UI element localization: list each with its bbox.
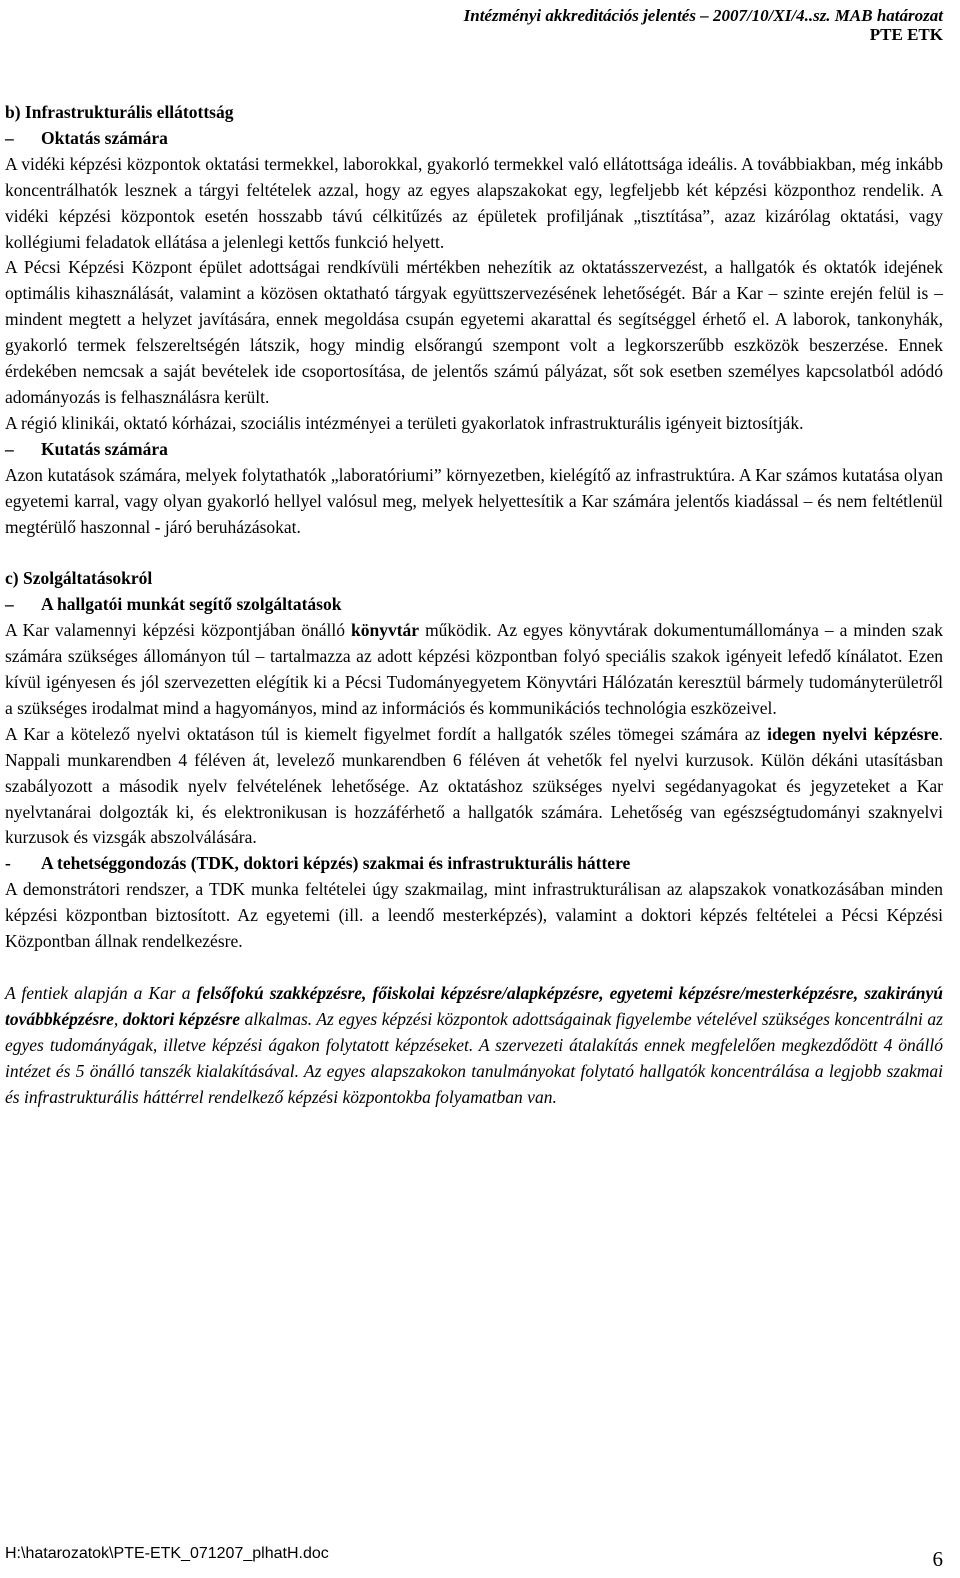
paragraph-tdk: A demonstrátori rendszer, a TDK munka feltételei úgy szakmailag, mint infrastrukturálisan az alapszakok vonatkozásában minden képzési központban biztosított. Az egyetemi (ill. a leendő mesterképzés), valamint a doktori képzés feltételei a Pécsi Képzési Központban állnak rendelkezésre.	[5, 879, 943, 952]
bold-term-kepzesek: felsőfokú szakképzésre, főiskolai képzésre/alapképzésre, egyetemi képzésre/mesterképzésre, szakirányú továbbképzésre	[5, 983, 944, 1029]
section-c-heading: c) Szolgáltatásokról	[5, 568, 153, 589]
dash-marker: –	[5, 438, 14, 459]
page-number: 6	[932, 1547, 943, 1571]
bold-term-doktori: doktori képzésre	[122, 1008, 241, 1029]
file-path: H:\hatarozatok\PTE-ETK_071207_plhatH.doc	[5, 1545, 329, 1562]
document-body	[5, 100, 943, 1111]
paragraph-konyvtar	[5, 618, 943, 722]
document-page	[5, 0, 943, 1578]
paragraph-summary	[5, 981, 943, 1111]
paragraph-oktatas-3: A régió klinikái, oktató kórházai, szociális intézményei a területi gyakorlatok infrastrukturális igényeit biztosítják.	[5, 412, 804, 433]
text-run: A Kar valamennyi képzési központjában önálló	[5, 620, 352, 641]
text-run: A Kar a kötelező nyelvi oktatáson túl is kiemelt figyelmet fordít a hallgatók széles tömegei számára az	[5, 723, 768, 744]
subheading-hallgatoi	[5, 592, 943, 618]
paragraph-nyelvi	[5, 722, 943, 852]
paragraph-oktatas-2: A Pécsi Képzési Központ épület adottságai rendkívüli mértékben nehezítik az oktatásszervezést, a hallgatók és oktatók idejének optimális kihasználását, valamint a közösen oktatható tárgyak együttszervezésének lehetőségét. Bár a Kar – szinte erején felül is – mindent megtett a helyzet javítására, ennek megoldása csupán egyetemi akarattal és segítséggel érhető el. A laborok, tankonyhák, gyakorló termek felszereltségén látszik, hogy mindig elsőrangú szempont volt a legkorszerűbb eszközök beszerzése. Ennek érdekében nemcsak a saját bevételek ide csoportosítása, de jelentős számú pályázat, sőt sok esetben személyes kapcsolatból adódó adományozás is felhasználásra került.	[5, 257, 943, 407]
text-run: ,	[113, 1008, 123, 1029]
subheading-kutatas-label: Kutatás számára	[41, 438, 168, 459]
header-title: Intézményi akkreditációs jelentés – 2007/10/XI/4..sz. MAB határozat	[463, 6, 943, 25]
subheading-hallgatoi-label: A hallgatói munkát segítő szolgáltatások	[41, 594, 342, 615]
dash-marker: –	[5, 594, 14, 615]
spacer	[5, 540, 943, 566]
subheading-kutatas	[5, 437, 943, 463]
paragraph-oktatas-1: A vidéki képzési központok oktatási termekkel, laborokkal, gyakorló termekkel való ellátottsága ideális. A továbbiakban, még inkább koncentrálhatók lesznek a tárgyi feltételek azzal, hogy az egyes alapszakokat egy, legfeljebb két képzési központhoz rendelik. A vidéki képzési központok esetén hosszabb távú célkitűzés az épületek profiljának „tisztítása”, azaz kizárólag oktatási, vagy kollégiumi feladatok ellátása a jelenlegi kettős funkció helyett.	[5, 153, 943, 252]
header-institution: PTE ETK	[869, 25, 943, 44]
bold-term-nyelvi: idegen nyelvi képzésre	[767, 723, 939, 744]
text-run: A fentiek alapján a Kar a	[5, 983, 197, 1003]
section-b-heading: b) Infrastrukturális ellátottság	[5, 102, 234, 122]
subheading-tdk-label: A tehetséggondozás (TDK, doktori képzés) szakmai és infrastrukturális háttere	[41, 853, 631, 874]
bold-term-konyvtar: könyvtár	[351, 620, 420, 641]
spacer	[5, 955, 943, 981]
dash-marker: –	[5, 127, 14, 148]
text-run: működik. Az egyes könyvtárak dokumentumállománya – a minden szak számára szükséges állományon túl – tartalmazza az adott képzési központban folyó speciális szakok igényeit lefedő kínálatot. Ezen kívül igényesen és jól szervezetten elégítik ki a Pécsi Tudományegyetem Könyvtári Hálózatán keresztül bármely tudományterületről a szükséges irodalmat mind a hagyományos, mind az információs és kommunikációs technológia eszközeivel.	[5, 620, 943, 718]
subheading-oktatas	[5, 126, 943, 152]
dash-marker: -	[5, 853, 11, 874]
subheading-oktatas-label: Oktatás számára	[41, 127, 168, 148]
paragraph-kutatas: Azon kutatások számára, melyek folytathatók „laboratóriumi” környezetben, kielégítő az infrastruktúra. A Kar számos kutatása olyan egyetemi karral, vagy olyan gyakorló hellyel valósul meg, melyek helyettesítik a Kar számára jelentős kiadással – és nem feltétlenül megtérülő haszonnal - járó beruházásokat.	[5, 464, 943, 537]
text-run: . Nappali munkarendben 4 féléven át, levelező munkarendben 6 féléven át vehetők fel nyelvi kurzusok. Külön dékáni utasításban szabályozott a második nyelv felvételének lehetősége. Az oktatáshoz szükséges nyelvi segédanyagokat és jegyzeteket a Kar nyelvtanárai dolgozták ki, és elektronikusan is hozzáférhető a hallgatók számára. Lehetőség van egészségtudományi szaknyelvi kurzusok és vizsgák abszolválására.	[5, 723, 943, 848]
subheading-tdk	[5, 851, 943, 877]
text-run: alkalmas. Az egyes képzési központok adottságainak figyelembe vételével szükséges koncentrálni az egyes tudományágak, illetve képzési ágakon folytatott képzéseket. A szervezeti átalakítás ennek megfelelően megkezdődött 4 önálló intézet és 5 önálló tanszék kialakításával. Az egyes alapszakokon tanulmányokat folytató hallgatók koncentrálása a legjobb szakmai és infrastrukturális háttérrel rendelkező képzési központokba folyamatban van.	[5, 1008, 943, 1107]
